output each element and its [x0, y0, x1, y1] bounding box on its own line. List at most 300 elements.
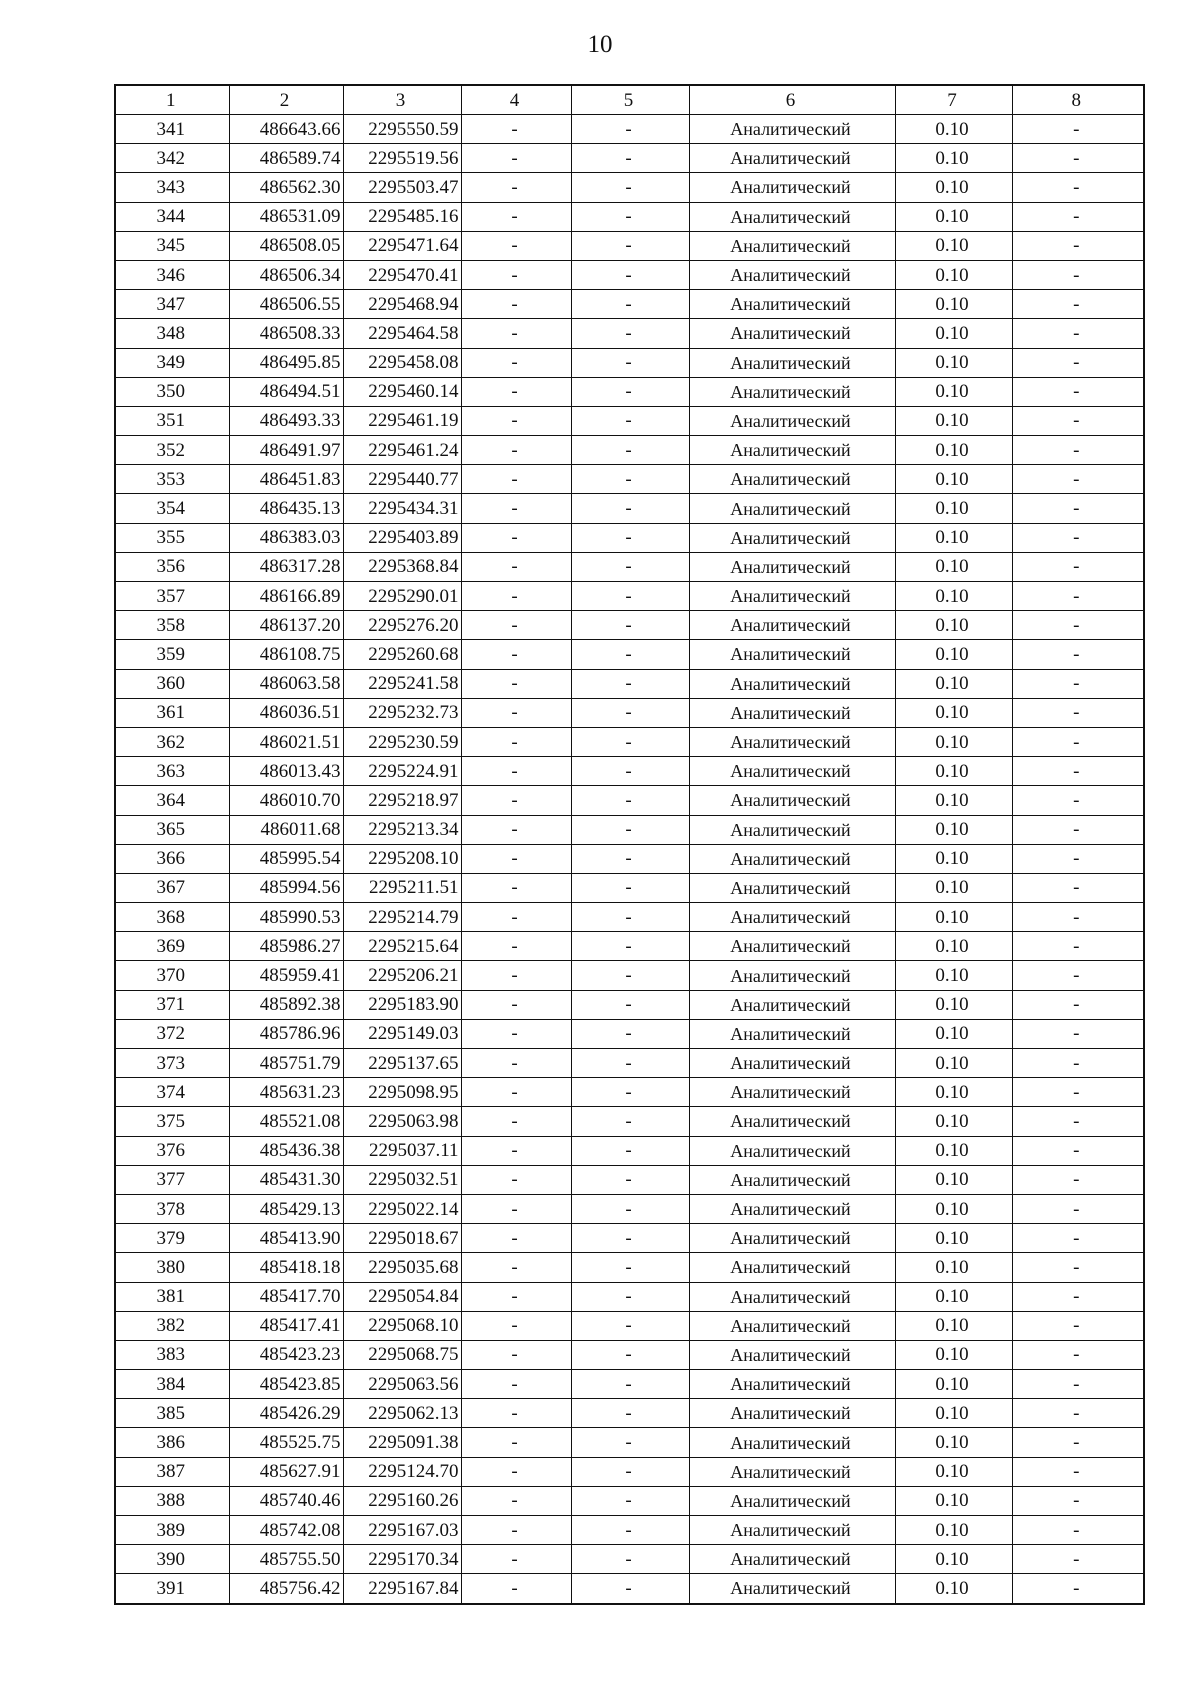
- method-cell: Аналитический: [689, 727, 895, 756]
- x-coordinate-cell: 485418.18: [229, 1253, 343, 1282]
- column-8-cell: -: [1012, 115, 1144, 144]
- column-8-cell: -: [1012, 1078, 1144, 1107]
- column-8-cell: -: [1012, 1370, 1144, 1399]
- accuracy-cell: 0.10: [895, 727, 1012, 756]
- accuracy-cell: 0.10: [895, 144, 1012, 173]
- accuracy-cell: 0.10: [895, 1136, 1012, 1165]
- method-cell: Аналитический: [689, 406, 895, 435]
- accuracy-cell: 0.10: [895, 348, 1012, 377]
- column-8-cell: -: [1012, 1282, 1144, 1311]
- column-4-cell: -: [461, 173, 571, 202]
- column-4-cell: -: [461, 582, 571, 611]
- method-cell: Аналитический: [689, 1049, 895, 1078]
- column-4-cell: -: [461, 319, 571, 348]
- table-row: [115, 348, 1144, 377]
- x-coordinate-cell: 485959.41: [229, 961, 343, 990]
- column-8-cell: -: [1012, 873, 1144, 902]
- method-cell: Аналитический: [689, 932, 895, 961]
- column-5-cell: -: [571, 552, 689, 581]
- x-coordinate-cell: 486108.75: [229, 640, 343, 669]
- accuracy-cell: 0.10: [895, 1078, 1012, 1107]
- column-4-cell: -: [461, 815, 571, 844]
- accuracy-cell: 0.10: [895, 377, 1012, 406]
- table-row: [115, 669, 1144, 698]
- column-4-cell: -: [461, 1428, 571, 1457]
- x-coordinate-cell: 486589.74: [229, 144, 343, 173]
- accuracy-cell: 0.10: [895, 1428, 1012, 1457]
- column-8-cell: -: [1012, 494, 1144, 523]
- accuracy-cell: 0.10: [895, 1516, 1012, 1545]
- method-cell: Аналитический: [689, 961, 895, 990]
- accuracy-cell: 0.10: [895, 757, 1012, 786]
- table-row: [115, 1049, 1144, 1078]
- column-5-cell: -: [571, 669, 689, 698]
- x-coordinate-cell: 486166.89: [229, 582, 343, 611]
- method-cell: Аналитический: [689, 873, 895, 902]
- column-5-cell: -: [571, 786, 689, 815]
- accuracy-cell: 0.10: [895, 698, 1012, 727]
- column-5-cell: -: [571, 1574, 689, 1604]
- x-coordinate-cell: 485740.46: [229, 1486, 343, 1515]
- column-5-cell: -: [571, 1516, 689, 1545]
- x-coordinate-cell: 486495.85: [229, 348, 343, 377]
- column-4-cell: -: [461, 903, 571, 932]
- column-8-cell: -: [1012, 1428, 1144, 1457]
- column-8-cell: -: [1012, 640, 1144, 669]
- accuracy-cell: 0.10: [895, 436, 1012, 465]
- method-cell: Аналитический: [689, 290, 895, 319]
- column-4-cell: -: [461, 611, 571, 640]
- column-5-cell: -: [571, 202, 689, 231]
- table-row: [115, 1516, 1144, 1545]
- column-5-cell: -: [571, 290, 689, 319]
- x-coordinate-cell: 485742.08: [229, 1516, 343, 1545]
- method-cell: Аналитический: [689, 319, 895, 348]
- method-cell: Аналитический: [689, 1457, 895, 1486]
- column-4-cell: -: [461, 873, 571, 902]
- column-8-cell: -: [1012, 523, 1144, 552]
- coordinates-table: [114, 84, 1145, 1605]
- column-5-cell: -: [571, 1428, 689, 1457]
- accuracy-cell: 0.10: [895, 290, 1012, 319]
- accuracy-cell: 0.10: [895, 1486, 1012, 1515]
- x-coordinate-cell: 485426.29: [229, 1399, 343, 1428]
- y-coordinate-cell: 2295503.47: [343, 173, 461, 202]
- method-cell: Аналитический: [689, 1574, 895, 1604]
- column-4-cell: -: [461, 1019, 571, 1048]
- column-4-cell: -: [461, 669, 571, 698]
- point-number-cell: 390: [115, 1545, 229, 1574]
- table-body: [115, 115, 1144, 1604]
- point-number-cell: 376: [115, 1136, 229, 1165]
- method-cell: Аналитический: [689, 231, 895, 260]
- page-number: 10: [587, 31, 613, 58]
- point-number-cell: 352: [115, 436, 229, 465]
- y-coordinate-cell: 2295440.77: [343, 465, 461, 494]
- column-4-cell: -: [461, 1136, 571, 1165]
- table-row: [115, 1486, 1144, 1515]
- y-coordinate-cell: 2295063.98: [343, 1107, 461, 1136]
- table-row: [115, 727, 1144, 756]
- x-coordinate-cell: 485786.96: [229, 1019, 343, 1048]
- table-row: [115, 1253, 1144, 1282]
- column-4-cell: -: [461, 1165, 571, 1194]
- table-row: [115, 903, 1144, 932]
- column-4-cell: -: [461, 465, 571, 494]
- table-row: [115, 786, 1144, 815]
- column-8-cell: -: [1012, 1399, 1144, 1428]
- column-4-cell: -: [461, 1253, 571, 1282]
- y-coordinate-cell: 2295241.58: [343, 669, 461, 698]
- y-coordinate-cell: 2295170.34: [343, 1545, 461, 1574]
- accuracy-cell: 0.10: [895, 406, 1012, 435]
- column-5-cell: -: [571, 348, 689, 377]
- table-row: [115, 319, 1144, 348]
- method-cell: Аналитический: [689, 1136, 895, 1165]
- method-cell: Аналитический: [689, 1078, 895, 1107]
- column-5-cell: -: [571, 144, 689, 173]
- accuracy-cell: 0.10: [895, 669, 1012, 698]
- method-cell: Аналитический: [689, 1516, 895, 1545]
- y-coordinate-cell: 2295519.56: [343, 144, 461, 173]
- accuracy-cell: 0.10: [895, 844, 1012, 873]
- point-number-cell: 383: [115, 1340, 229, 1369]
- column-5-cell: -: [571, 319, 689, 348]
- column-header-3: 3: [343, 85, 461, 115]
- column-4-cell: -: [461, 436, 571, 465]
- y-coordinate-cell: 2295460.14: [343, 377, 461, 406]
- method-cell: Аналитический: [689, 1370, 895, 1399]
- point-number-cell: 377: [115, 1165, 229, 1194]
- column-5-cell: -: [571, 260, 689, 289]
- table-row: [115, 1545, 1144, 1574]
- column-8-cell: -: [1012, 202, 1144, 231]
- column-header-4: 4: [461, 85, 571, 115]
- accuracy-cell: 0.10: [895, 319, 1012, 348]
- y-coordinate-cell: 2295035.68: [343, 1253, 461, 1282]
- column-8-cell: -: [1012, 844, 1144, 873]
- point-number-cell: 388: [115, 1486, 229, 1515]
- y-coordinate-cell: 2295183.90: [343, 990, 461, 1019]
- point-number-cell: 384: [115, 1370, 229, 1399]
- column-5-cell: -: [571, 173, 689, 202]
- column-5-cell: -: [571, 757, 689, 786]
- accuracy-cell: 0.10: [895, 494, 1012, 523]
- column-5-cell: -: [571, 815, 689, 844]
- column-4-cell: -: [461, 1574, 571, 1604]
- column-4-cell: -: [461, 1340, 571, 1369]
- accuracy-cell: 0.10: [895, 115, 1012, 144]
- x-coordinate-cell: 485892.38: [229, 990, 343, 1019]
- column-5-cell: -: [571, 844, 689, 873]
- column-8-cell: -: [1012, 436, 1144, 465]
- table-row: [115, 406, 1144, 435]
- method-cell: Аналитический: [689, 786, 895, 815]
- table-row: [115, 1457, 1144, 1486]
- method-cell: Аналитический: [689, 552, 895, 581]
- column-5-cell: -: [571, 1370, 689, 1399]
- column-4-cell: -: [461, 1224, 571, 1253]
- accuracy-cell: 0.10: [895, 202, 1012, 231]
- y-coordinate-cell: 2295232.73: [343, 698, 461, 727]
- column-5-cell: -: [571, 582, 689, 611]
- column-4-cell: -: [461, 932, 571, 961]
- y-coordinate-cell: 2295230.59: [343, 727, 461, 756]
- point-number-cell: 362: [115, 727, 229, 756]
- point-number-cell: 367: [115, 873, 229, 902]
- column-8-cell: -: [1012, 348, 1144, 377]
- column-4-cell: -: [461, 406, 571, 435]
- accuracy-cell: 0.10: [895, 1224, 1012, 1253]
- column-8-cell: -: [1012, 1516, 1144, 1545]
- header-row: [115, 85, 1144, 115]
- point-number-cell: 386: [115, 1428, 229, 1457]
- y-coordinate-cell: 2295218.97: [343, 786, 461, 815]
- method-cell: Аналитический: [689, 173, 895, 202]
- column-8-cell: -: [1012, 1107, 1144, 1136]
- x-coordinate-cell: 486063.58: [229, 669, 343, 698]
- x-coordinate-cell: 485413.90: [229, 1224, 343, 1253]
- y-coordinate-cell: 2295137.65: [343, 1049, 461, 1078]
- accuracy-cell: 0.10: [895, 903, 1012, 932]
- column-5-cell: -: [571, 406, 689, 435]
- column-8-cell: -: [1012, 961, 1144, 990]
- method-cell: Аналитический: [689, 990, 895, 1019]
- table-row: [115, 932, 1144, 961]
- accuracy-cell: 0.10: [895, 1574, 1012, 1604]
- column-5-cell: -: [571, 1165, 689, 1194]
- table-row: [115, 144, 1144, 173]
- method-cell: Аналитический: [689, 436, 895, 465]
- column-8-cell: -: [1012, 1340, 1144, 1369]
- x-coordinate-cell: 485986.27: [229, 932, 343, 961]
- x-coordinate-cell: 485994.56: [229, 873, 343, 902]
- accuracy-cell: 0.10: [895, 873, 1012, 902]
- y-coordinate-cell: 2295167.03: [343, 1516, 461, 1545]
- column-8-cell: -: [1012, 465, 1144, 494]
- column-header-8: 8: [1012, 85, 1144, 115]
- column-4-cell: -: [461, 1516, 571, 1545]
- column-5-cell: -: [571, 377, 689, 406]
- table-row: [115, 1282, 1144, 1311]
- accuracy-cell: 0.10: [895, 1340, 1012, 1369]
- table-row: [115, 698, 1144, 727]
- accuracy-cell: 0.10: [895, 640, 1012, 669]
- accuracy-cell: 0.10: [895, 231, 1012, 260]
- column-8-cell: -: [1012, 815, 1144, 844]
- table-row: [115, 1399, 1144, 1428]
- table-row: [115, 961, 1144, 990]
- accuracy-cell: 0.10: [895, 1457, 1012, 1486]
- column-8-cell: -: [1012, 1253, 1144, 1282]
- y-coordinate-cell: 2295149.03: [343, 1019, 461, 1048]
- method-cell: Аналитический: [689, 523, 895, 552]
- table-row: [115, 844, 1144, 873]
- column-8-cell: -: [1012, 611, 1144, 640]
- point-number-cell: 381: [115, 1282, 229, 1311]
- table-row: [115, 757, 1144, 786]
- accuracy-cell: 0.10: [895, 1282, 1012, 1311]
- y-coordinate-cell: 2295215.64: [343, 932, 461, 961]
- method-cell: Аналитический: [689, 1165, 895, 1194]
- column-header-7: 7: [895, 85, 1012, 115]
- column-8-cell: -: [1012, 1136, 1144, 1165]
- method-cell: Аналитический: [689, 640, 895, 669]
- column-8-cell: -: [1012, 1486, 1144, 1515]
- column-5-cell: -: [571, 873, 689, 902]
- column-5-cell: -: [571, 1311, 689, 1340]
- point-number-cell: 343: [115, 173, 229, 202]
- column-4-cell: -: [461, 144, 571, 173]
- column-4-cell: -: [461, 1545, 571, 1574]
- table-row: [115, 1165, 1144, 1194]
- table-row: [115, 990, 1144, 1019]
- y-coordinate-cell: 2295368.84: [343, 552, 461, 581]
- column-5-cell: -: [571, 115, 689, 144]
- table-row: [115, 815, 1144, 844]
- table-row: [115, 1340, 1144, 1369]
- method-cell: Аналитический: [689, 202, 895, 231]
- table-row: [115, 465, 1144, 494]
- column-8-cell: -: [1012, 669, 1144, 698]
- point-number-cell: 364: [115, 786, 229, 815]
- column-8-cell: -: [1012, 1019, 1144, 1048]
- column-8-cell: -: [1012, 1311, 1144, 1340]
- table-row: [115, 1136, 1144, 1165]
- column-4-cell: -: [461, 1107, 571, 1136]
- column-5-cell: -: [571, 1078, 689, 1107]
- column-4-cell: -: [461, 1486, 571, 1515]
- accuracy-cell: 0.10: [895, 1253, 1012, 1282]
- x-coordinate-cell: 485417.41: [229, 1311, 343, 1340]
- x-coordinate-cell: 486317.28: [229, 552, 343, 581]
- y-coordinate-cell: 2295458.08: [343, 348, 461, 377]
- y-coordinate-cell: 2295224.91: [343, 757, 461, 786]
- accuracy-cell: 0.10: [895, 465, 1012, 494]
- x-coordinate-cell: 486506.34: [229, 260, 343, 289]
- method-cell: Аналитический: [689, 582, 895, 611]
- x-coordinate-cell: 485751.79: [229, 1049, 343, 1078]
- x-coordinate-cell: 485627.91: [229, 1457, 343, 1486]
- column-4-cell: -: [461, 115, 571, 144]
- method-cell: Аналитический: [689, 903, 895, 932]
- y-coordinate-cell: 2295124.70: [343, 1457, 461, 1486]
- point-number-cell: 365: [115, 815, 229, 844]
- table-row: [115, 231, 1144, 260]
- point-number-cell: 369: [115, 932, 229, 961]
- x-coordinate-cell: 486531.09: [229, 202, 343, 231]
- point-number-cell: 349: [115, 348, 229, 377]
- y-coordinate-cell: 2295032.51: [343, 1165, 461, 1194]
- y-coordinate-cell: 2295290.01: [343, 582, 461, 611]
- x-coordinate-cell: 485431.30: [229, 1165, 343, 1194]
- column-5-cell: -: [571, 494, 689, 523]
- point-number-cell: 347: [115, 290, 229, 319]
- x-coordinate-cell: 485429.13: [229, 1194, 343, 1223]
- column-4-cell: -: [461, 202, 571, 231]
- table-row: [115, 1224, 1144, 1253]
- x-coordinate-cell: 485990.53: [229, 903, 343, 932]
- column-8-cell: -: [1012, 1224, 1144, 1253]
- y-coordinate-cell: 2295054.84: [343, 1282, 461, 1311]
- method-cell: Аналитический: [689, 1224, 895, 1253]
- y-coordinate-cell: 2295471.64: [343, 231, 461, 260]
- method-cell: Аналитический: [689, 1428, 895, 1457]
- table-row: [115, 552, 1144, 581]
- y-coordinate-cell: 2295434.31: [343, 494, 461, 523]
- column-4-cell: -: [461, 1399, 571, 1428]
- accuracy-cell: 0.10: [895, 260, 1012, 289]
- column-4-cell: -: [461, 231, 571, 260]
- x-coordinate-cell: 486137.20: [229, 611, 343, 640]
- y-coordinate-cell: 2295470.41: [343, 260, 461, 289]
- point-number-cell: 342: [115, 144, 229, 173]
- column-5-cell: -: [571, 231, 689, 260]
- x-coordinate-cell: 486643.66: [229, 115, 343, 144]
- x-coordinate-cell: 485417.70: [229, 1282, 343, 1311]
- method-cell: Аналитический: [689, 1253, 895, 1282]
- point-number-cell: 360: [115, 669, 229, 698]
- point-number-cell: 355: [115, 523, 229, 552]
- table-row: [115, 611, 1144, 640]
- column-5-cell: -: [571, 1136, 689, 1165]
- table-row: [115, 1019, 1144, 1048]
- column-4-cell: -: [461, 961, 571, 990]
- point-number-cell: 361: [115, 698, 229, 727]
- table-row: [115, 1428, 1144, 1457]
- table-row: [115, 436, 1144, 465]
- y-coordinate-cell: 2295063.56: [343, 1370, 461, 1399]
- column-4-cell: -: [461, 1282, 571, 1311]
- point-number-cell: 348: [115, 319, 229, 348]
- point-number-cell: 389: [115, 1516, 229, 1545]
- accuracy-cell: 0.10: [895, 1399, 1012, 1428]
- column-4-cell: -: [461, 348, 571, 377]
- column-8-cell: -: [1012, 582, 1144, 611]
- column-4-cell: -: [461, 290, 571, 319]
- table-row: [115, 1311, 1144, 1340]
- column-5-cell: -: [571, 932, 689, 961]
- y-coordinate-cell: 2295091.38: [343, 1428, 461, 1457]
- x-coordinate-cell: 486493.33: [229, 406, 343, 435]
- x-coordinate-cell: 486036.51: [229, 698, 343, 727]
- column-8-cell: -: [1012, 698, 1144, 727]
- column-4-cell: -: [461, 757, 571, 786]
- x-coordinate-cell: 485755.50: [229, 1545, 343, 1574]
- y-coordinate-cell: 2295485.16: [343, 202, 461, 231]
- x-coordinate-cell: 485995.54: [229, 844, 343, 873]
- column-4-cell: -: [461, 377, 571, 406]
- point-number-cell: 354: [115, 494, 229, 523]
- point-number-cell: 371: [115, 990, 229, 1019]
- point-number-cell: 363: [115, 757, 229, 786]
- point-number-cell: 375: [115, 1107, 229, 1136]
- x-coordinate-cell: 485436.38: [229, 1136, 343, 1165]
- column-5-cell: -: [571, 1340, 689, 1369]
- table-row: [115, 640, 1144, 669]
- x-coordinate-cell: 486506.55: [229, 290, 343, 319]
- column-4-cell: -: [461, 494, 571, 523]
- point-number-cell: 372: [115, 1019, 229, 1048]
- point-number-cell: 358: [115, 611, 229, 640]
- point-number-cell: 341: [115, 115, 229, 144]
- table-header: [115, 85, 1144, 115]
- accuracy-cell: 0.10: [895, 1049, 1012, 1078]
- y-coordinate-cell: 2295461.19: [343, 406, 461, 435]
- column-header-5: 5: [571, 85, 689, 115]
- accuracy-cell: 0.10: [895, 611, 1012, 640]
- table-row: [115, 173, 1144, 202]
